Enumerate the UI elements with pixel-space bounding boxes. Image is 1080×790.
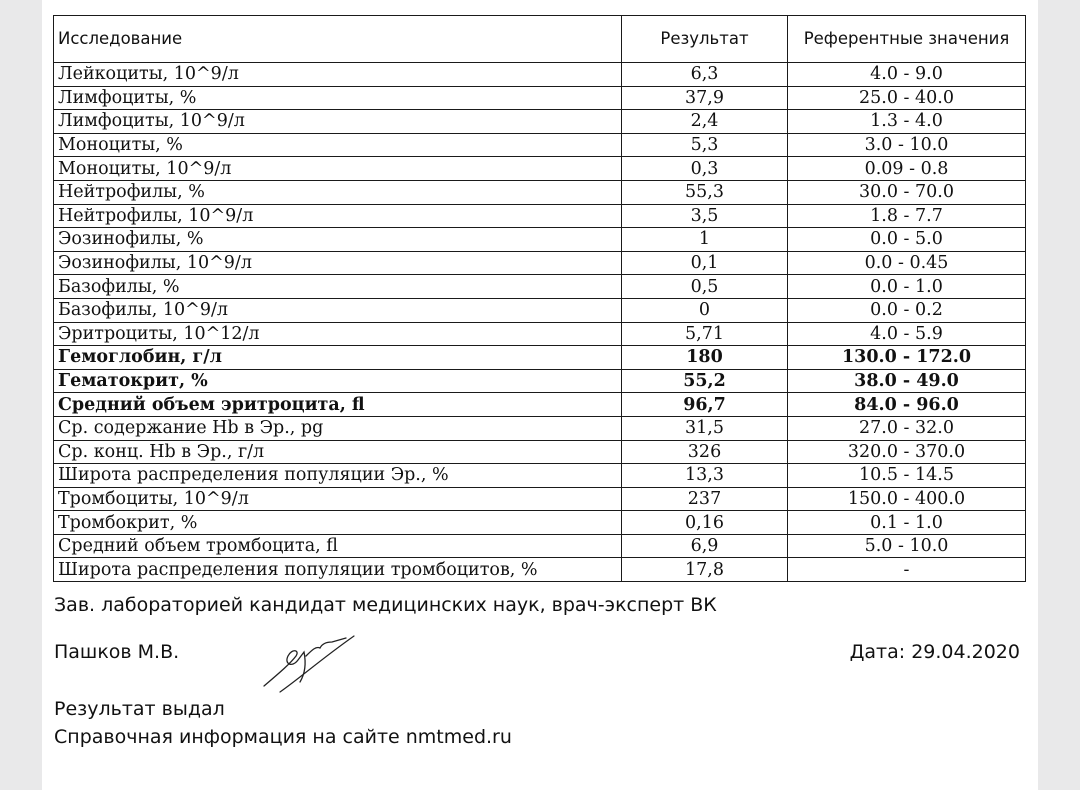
result-cell: 96,7 [622,393,788,417]
test-name-cell: Лейкоциты, 10^9/л [54,63,622,87]
table-row [54,369,1026,393]
result-cell: 31,5 [622,416,788,440]
test-name-cell: Базофилы, 10^9/л [54,298,622,322]
test-name-cell: Тромбоциты, 10^9/л [54,487,622,511]
lab-head-position: Зав. лабораторией кандидат медицинских наук, врач-эксперт ВК [54,594,717,616]
reference-cell: 0.0 - 0.2 [788,298,1026,322]
result-cell: 2,4 [622,110,788,134]
header-result: Результат [622,16,788,63]
result-cell: 237 [622,487,788,511]
test-name-cell: Средний объем тромбоцита, fl [54,534,622,558]
results-table [53,15,1026,582]
signer-name: Пашков М.В. [54,641,180,663]
test-name-cell: Тромбокрит, % [54,511,622,535]
reference-cell: - [788,558,1026,582]
header-reference: Референтные значения [788,16,1026,63]
result-cell: 0,3 [622,157,788,181]
result-cell: 326 [622,440,788,464]
result-cell: 13,3 [622,464,788,488]
result-cell: 0,16 [622,511,788,535]
test-name-cell: Эозинофилы, 10^9/л [54,251,622,275]
test-name-cell: Эозинофилы, % [54,228,622,252]
table-row [54,180,1026,204]
result-cell: 6,9 [622,534,788,558]
reference-cell: 150.0 - 400.0 [788,487,1026,511]
test-name-cell: Ср. содержание Hb в Эр., pg [54,416,622,440]
result-cell: 0,5 [622,275,788,299]
table-row [54,464,1026,488]
reference-cell: 1.3 - 4.0 [788,110,1026,134]
reference-cell: 0.09 - 0.8 [788,157,1026,181]
reference-cell: 10.5 - 14.5 [788,464,1026,488]
test-name-cell: Ср. конц. Hb в Эр., г/л [54,440,622,464]
test-name-cell: Широта распределения популяции Эр., % [54,464,622,488]
result-cell: 55,2 [622,369,788,393]
result-cell: 3,5 [622,204,788,228]
test-name-cell: Моноциты, 10^9/л [54,157,622,181]
header-test: Исследование [54,16,622,63]
table-row [54,133,1026,157]
test-name-cell: Нейтрофилы, % [54,180,622,204]
result-cell: 17,8 [622,558,788,582]
reference-cell: 0.0 - 1.0 [788,275,1026,299]
reference-cell: 130.0 - 172.0 [788,346,1026,370]
reference-cell: 27.0 - 32.0 [788,416,1026,440]
reference-cell: 30.0 - 70.0 [788,180,1026,204]
report-date: Дата: 29.04.2020 [849,641,1020,663]
table-row [54,322,1026,346]
result-cell: 5,3 [622,133,788,157]
table-header-row [54,16,1026,63]
table-row [54,558,1026,582]
table-row [54,487,1026,511]
table-row [54,440,1026,464]
reference-cell: 0.0 - 0.45 [788,251,1026,275]
table-row [54,204,1026,228]
table-row [54,393,1026,417]
reference-cell: 5.0 - 10.0 [788,534,1026,558]
result-cell: 0 [622,298,788,322]
reference-cell: 1.8 - 7.7 [788,204,1026,228]
table-row [54,157,1026,181]
result-cell: 55,3 [622,180,788,204]
test-name-cell: Гематокрит, % [54,369,622,393]
result-cell: 37,9 [622,86,788,110]
test-name-cell: Эритроциты, 10^12/л [54,322,622,346]
test-name-cell: Гемоглобин, г/л [54,346,622,370]
table-row [54,228,1026,252]
reference-cell: 4.0 - 9.0 [788,63,1026,87]
test-name-cell: Лимфоциты, % [54,86,622,110]
table-row [54,86,1026,110]
reference-cell: 0.1 - 1.0 [788,511,1026,535]
test-name-cell: Лимфоциты, 10^9/л [54,110,622,134]
table-row [54,534,1026,558]
handwritten-signature [260,634,360,694]
test-name-cell: Базофилы, % [54,275,622,299]
reference-cell: 38.0 - 49.0 [788,369,1026,393]
reference-cell: 320.0 - 370.0 [788,440,1026,464]
result-cell: 6,3 [622,63,788,87]
issued-by-label: Результат выдал [54,698,225,720]
table-row [54,416,1026,440]
result-cell: 180 [622,346,788,370]
lab-report-page [42,0,1038,790]
table-row [54,298,1026,322]
table-row [54,511,1026,535]
table-row [54,63,1026,87]
reference-cell: 0.0 - 5.0 [788,228,1026,252]
result-cell: 0,1 [622,251,788,275]
reference-cell: 25.0 - 40.0 [788,86,1026,110]
result-cell: 1 [622,228,788,252]
table-row [54,346,1026,370]
reference-cell: 3.0 - 10.0 [788,133,1026,157]
test-name-cell: Моноциты, % [54,133,622,157]
test-name-cell: Нейтрофилы, 10^9/л [54,204,622,228]
test-name-cell: Средний объем эритроцита, fl [54,393,622,417]
table-row [54,110,1026,134]
reference-cell: 4.0 - 5.9 [788,322,1026,346]
test-name-cell: Широта распределения популяции тромбоцитов, % [54,558,622,582]
table-row [54,251,1026,275]
table-row [54,275,1026,299]
reference-info: Справочная информация на сайте nmtmed.ru [54,726,512,748]
result-cell: 5,71 [622,322,788,346]
reference-cell: 84.0 - 96.0 [788,393,1026,417]
